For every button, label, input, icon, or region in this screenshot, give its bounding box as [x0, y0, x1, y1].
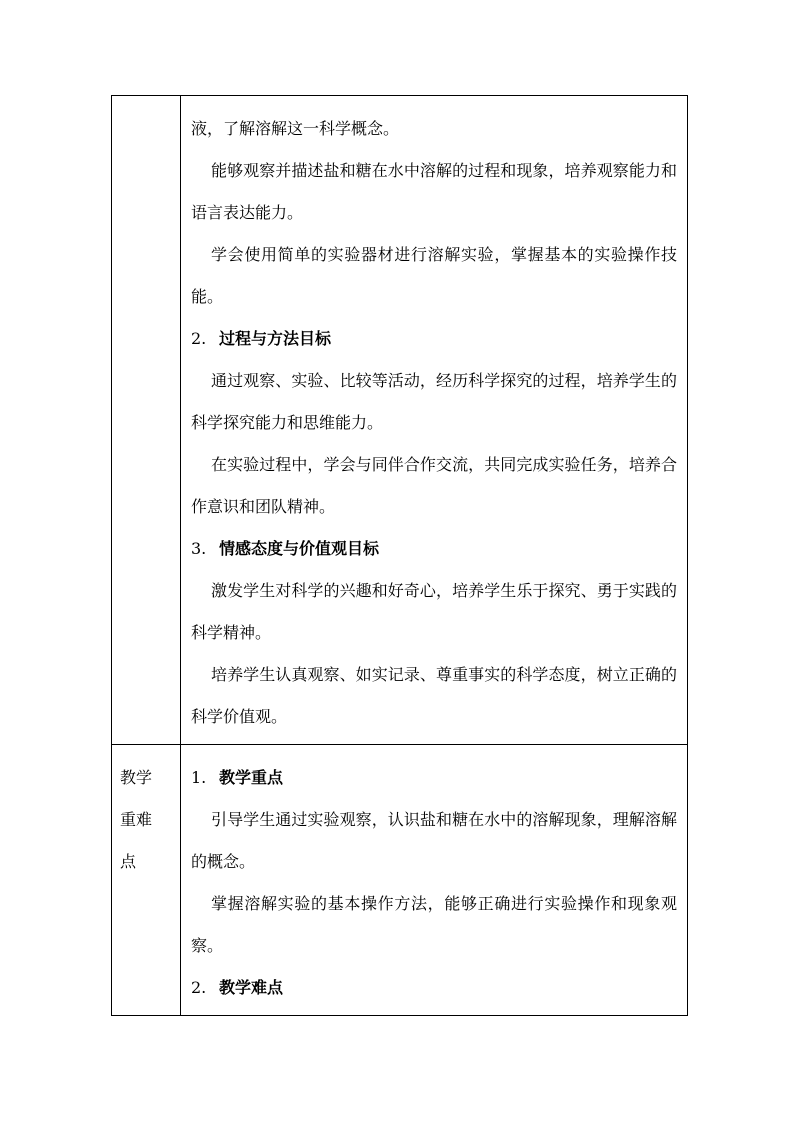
- paragraph: 掌握溶解实验的基本操作方法，能够正确进行实验操作和现象观察。: [191, 894, 677, 955]
- section-title: 教学重点: [219, 768, 284, 787]
- section-number: 2.: [191, 329, 207, 348]
- paragraph: 能够观察并描述盐和糖在水中溶解的过程和现象，培养观察能力和语言表达能力。: [191, 161, 677, 222]
- key-points-label-line: 重难: [120, 810, 153, 829]
- objectives-label: [112, 96, 180, 108]
- section-title: 教学难点: [219, 978, 284, 997]
- section-heading: [191, 967, 677, 1009]
- section-number: 3.: [191, 539, 207, 558]
- lesson-plan-table: [111, 95, 688, 1016]
- paragraph: 学会使用简单的实验器材进行溶解实验，掌握基本的实验操作技能。: [191, 245, 677, 306]
- section-heading: [191, 528, 677, 570]
- key-points-content: [181, 745, 687, 1015]
- objectives-content: [181, 96, 687, 744]
- paragraph: 引导学生通过实验观察，认识盐和糖在水中的溶解现象，理解溶解的概念。: [191, 810, 677, 871]
- key-points-row: [112, 745, 688, 1016]
- key-points-content-cell: [181, 745, 688, 1016]
- paragraph: 激发学生对科学的兴趣和好奇心，培养学生乐于探究、勇于实践的科学精神。: [191, 581, 677, 642]
- objectives-label-cell: [112, 96, 181, 745]
- key-points-label: [112, 745, 180, 883]
- key-points-label-line: 点: [120, 852, 137, 871]
- section-title: 过程与方法目标: [219, 329, 332, 348]
- paragraph: 培养学生认真观察、如实记录、尊重事实的科学态度，树立正确的科学价值观。: [191, 665, 677, 726]
- key-points-label-cell: [112, 745, 181, 1016]
- key-points-label-line: 教学: [120, 768, 153, 787]
- paragraph: 通过观察、实验、比较等活动，经历科学探究的过程，培养学生的科学探究能力和思维能力。: [191, 371, 677, 432]
- section-heading: [191, 757, 677, 799]
- objectives-content-cell: [181, 96, 688, 745]
- section-number: 1.: [191, 768, 207, 787]
- section-number: 2.: [191, 978, 207, 997]
- paragraph: 液，了解溶解这一科学概念。: [191, 119, 400, 138]
- paragraph: 在实验过程中，学会与同伴合作交流，共同完成实验任务，培养合作意识和团队精神。: [191, 455, 677, 516]
- section-heading: [191, 318, 677, 360]
- section-title: 情感态度与价值观目标: [219, 539, 380, 558]
- objectives-row: [112, 96, 688, 745]
